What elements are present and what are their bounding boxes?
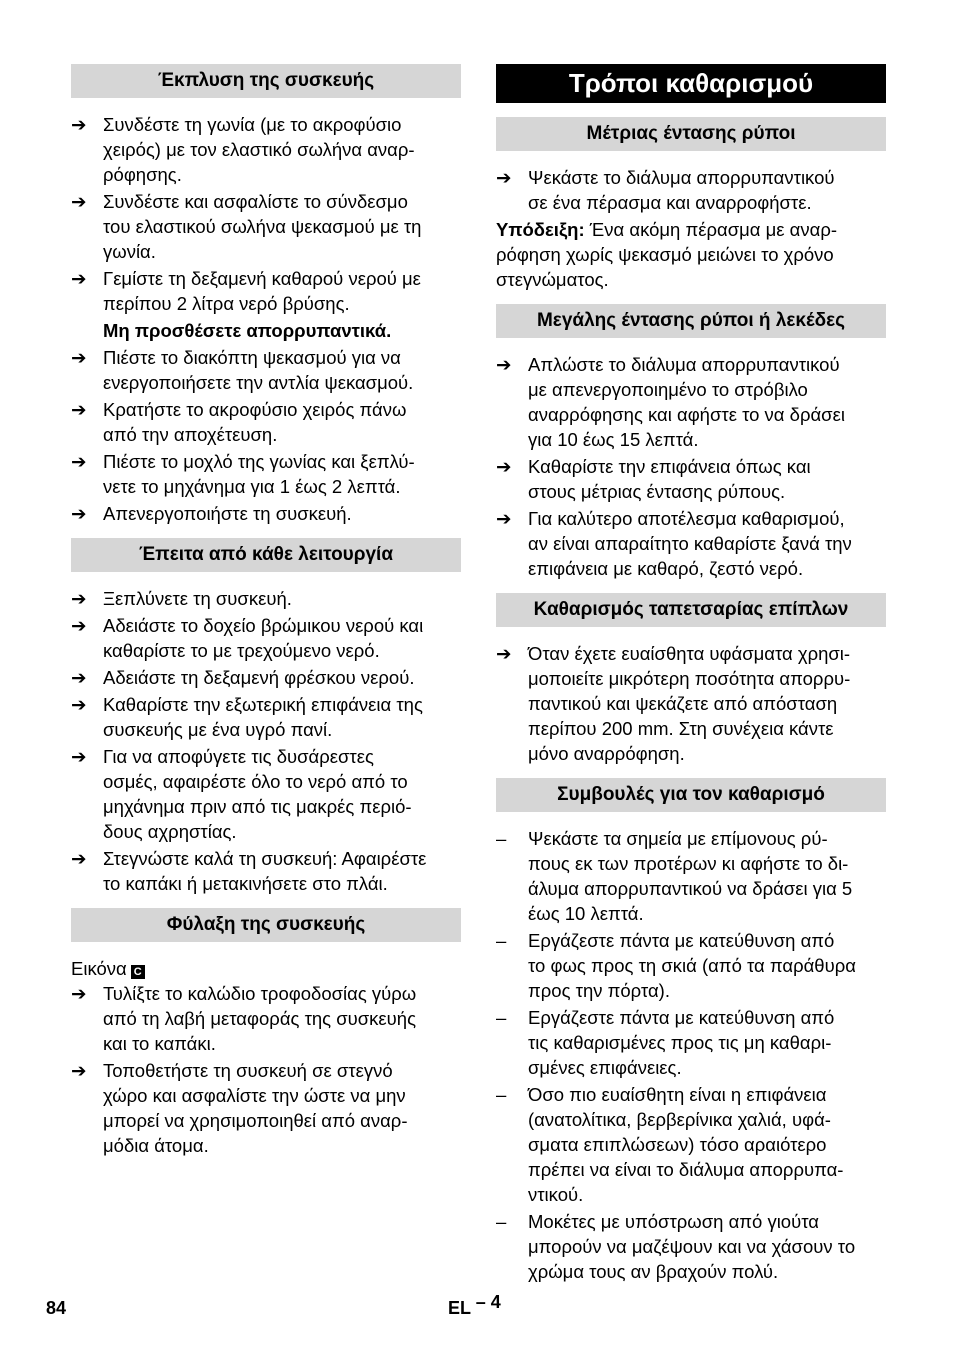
arrow-icon: ➔ [71,588,87,609]
list-item: ➔ Γεμίστε τη δεξαμενή καθαρού νερού με περίπου 2 λίτρα νερό βρύσης. [71,268,421,314]
note-label: Υπόδειξη: [496,219,585,240]
section-heading-after-use: Έπειτα από κάθε λειτουργία [71,538,461,572]
arrow-icon: ➔ [71,451,87,472]
list-item: – Όσο πιο ευαίσθητη είναι η επιφάνεια (ανατολίτικα, βερβερίνικα χαλιά, υφά- σματα επιπλώσεων) τόσο αραιότερο πρέπει να είναι το διάλυμα απορρυπα- ντικού. [496,1084,844,1205]
list-item: – Εργάζεστε πάντα με κατεύθυνση από το φως προς τη σκιά (από τα παράθυρα προς την πόρτα). [496,930,856,1001]
list-item: – Ψεκάστε τα σημεία με επίμονους ρύ- πους εκ των προτέρων κι αφήστε το δι- άλυμα απορρυπαντικού να δράσει για 5 έως 10 λεπτά. [496,828,853,924]
list-item: – Εργάζεστε πάντα με κατεύθυνση από τις καθαρισμένες προς τις μη καθαρι- σμένες επιφάνειες. [496,1007,835,1078]
figure-reference: Εικόνα C [71,956,461,981]
figure-badge: C [131,965,145,979]
right-column [496,64,886,1286]
dash-icon: – [496,1007,507,1028]
arrow-icon: ➔ [71,503,87,524]
page-title: Τρόποι καθαρισμού [496,64,886,103]
list-item: ➔ Πιέστε το διακόπτη ψεκασμού για να ενεργοποιήσετε την αντλία ψεκασμού. [71,347,414,393]
list-item: ➔ Όταν έχετε ευαίσθητα υφάσματα χρησι- μοποιείτε μικρότερη ποσότητα απορρυ- παντικού και ψεκάζετε από απόσταση περίπου 200 mm. Στη συνέχεια κάντε μόνο αναρρόφηση. [496,643,851,764]
language-code: EL [448,1298,471,1318]
left-column [71,64,461,1160]
warning-text: Μη προσθέσετε απορρυπαντικά. [103,320,392,341]
list-item: ➔ Στεγνώστε καλά τη συσκευή: Αφαιρέστε το καπάκι ή μετακινήσετε στο πλάι. [71,848,427,894]
arrow-icon: ➔ [71,848,87,869]
list-item: ➔ Αδειάστε το δοχείο βρώμικου νερού και καθαρίστε το με τρεχούμενο νερό. [71,615,424,661]
list-item: ➔ Ξεπλύνετε τη συσκευή. [71,588,292,609]
list-item: ➔ Απενεργοποιήστε τη συσκευή. [71,503,352,524]
list-item: ➔ Καθαρίστε την εξωτερική επιφάνεια της συσκευής με ένα υγρό πανί. [71,694,423,740]
arrow-icon: ➔ [71,347,87,368]
arrow-icon: ➔ [71,615,87,636]
list-item: ➔ Ψεκάστε το διάλυμα απορρυπαντικού σε ένα πέρασμα και αναρροφήστε. [496,167,835,213]
dash-icon: – [496,1084,507,1105]
section-heading-tips: Συμβουλές για τον καθαρισμό [496,778,886,812]
list-item: – Μοκέτες με υπόστρωση από γιούτα μπορούν να μαζέψουν και να χάσουν το χρώμα τους αν βραχούν πολύ. [496,1211,856,1282]
list-item: ➔ Αδειάστε τη δεξαμενή φρέσκου νερού. [71,667,415,688]
section-heading-storage: Φύλαξη της συσκευής [71,908,461,942]
arrow-icon: ➔ [71,114,87,135]
list-item: ➔ Καθαρίστε την επιφάνεια όπως και στους μέτριας έντασης ρύπους. [496,456,811,502]
arrow-icon: ➔ [496,167,512,188]
section-heading-moderate-dirt: Μέτριας έντασης ρύποι [496,117,886,151]
arrow-icon: ➔ [71,983,87,1004]
list-item: ➔ Κρατήστε το ακροφύσιο χειρός πάνω από την αποχέτευση. [71,399,407,445]
arrow-icon: ➔ [496,508,512,529]
arrow-icon: ➔ [71,268,87,289]
list-item: ➔ Συνδέστε τη γωνία (με το ακροφύσιο χειρός) με τον ελαστικό σωλήνα αναρ- ρόφησης. [71,114,415,185]
list-item: ➔ Για να αποφύγετε τις δυσάρεστες οσμές, αφαιρέστε όλο το νερό από το μηχάνημα πριν από τις μακρές περιό- δους αχρηστίας. [71,746,412,842]
section-heading-rinse: Έκπλυση της συσκευής [71,64,461,98]
arrow-icon: ➔ [71,399,87,420]
section-heading-upholstery: Καθαρισμός ταπετσαρίας επίπλων [496,593,886,627]
arrow-icon: ➔ [496,456,512,477]
dash-icon: – [496,1211,507,1232]
dash-icon: – [496,930,507,951]
section-heading-heavy-dirt: Μεγάλης έντασης ρύποι ή λεκέδες [496,304,886,338]
dash-icon: – [496,828,507,849]
arrow-icon: ➔ [496,354,512,375]
list-item: ➔ Συνδέστε και ασφαλίστε το σύνδεσμο του ελαστικού σωλήνα ψεκασμού με τη γωνία. [71,191,422,262]
note: Υπόδειξη: Ένα ακόμη πέρασμα με αναρ- ρόφηση χωρίς ψεκασμό μειώνει το χρόνο στεγνώματος. [496,219,837,290]
arrow-icon: ➔ [71,1060,87,1081]
list-item: ➔ Για καλύτερο αποτέλεσμα καθαρισμού, αν είναι απαραίτητο καθαρίστε ξανά την επιφάνεια με καθαρό, ζεστό νερό. [496,508,852,579]
page-number: 84 [46,1298,67,1318]
list-item: ➔ Απλώστε το διάλυμα απορρυπαντικού με απενεργοποιημένο το στρόβιλο αναρρόφησης και αφήστε το να δράσει για 10 έως 15 λεπτά. [496,354,845,450]
arrow-icon: ➔ [496,643,512,664]
arrow-icon: ➔ [71,667,87,688]
list-item: ➔ Πιέστε το μοχλό της γωνίας και ξεπλύ- νετε το μηχάνημα για 1 έως 2 λεπτά. [71,451,415,497]
arrow-icon: ➔ [71,191,87,212]
sub-page-number: – 4 [475,1292,501,1312]
list-item: ➔ Τοποθετήστε τη συσκευή σε στεγνό χώρο και ασφαλίστε την ώστε να μην μπορεί να χρησιμοποιηθεί από αναρ- μόδια άτομα. [71,1060,408,1156]
language-footer [448,1292,501,1319]
arrow-icon: ➔ [71,746,87,767]
arrow-icon: ➔ [71,694,87,715]
list-item: ➔ Τυλίξτε το καλώδιο τροφοδοσίας γύρω από τη λαβή μεταφοράς της συσκευής και το καπάκι. [71,983,417,1054]
